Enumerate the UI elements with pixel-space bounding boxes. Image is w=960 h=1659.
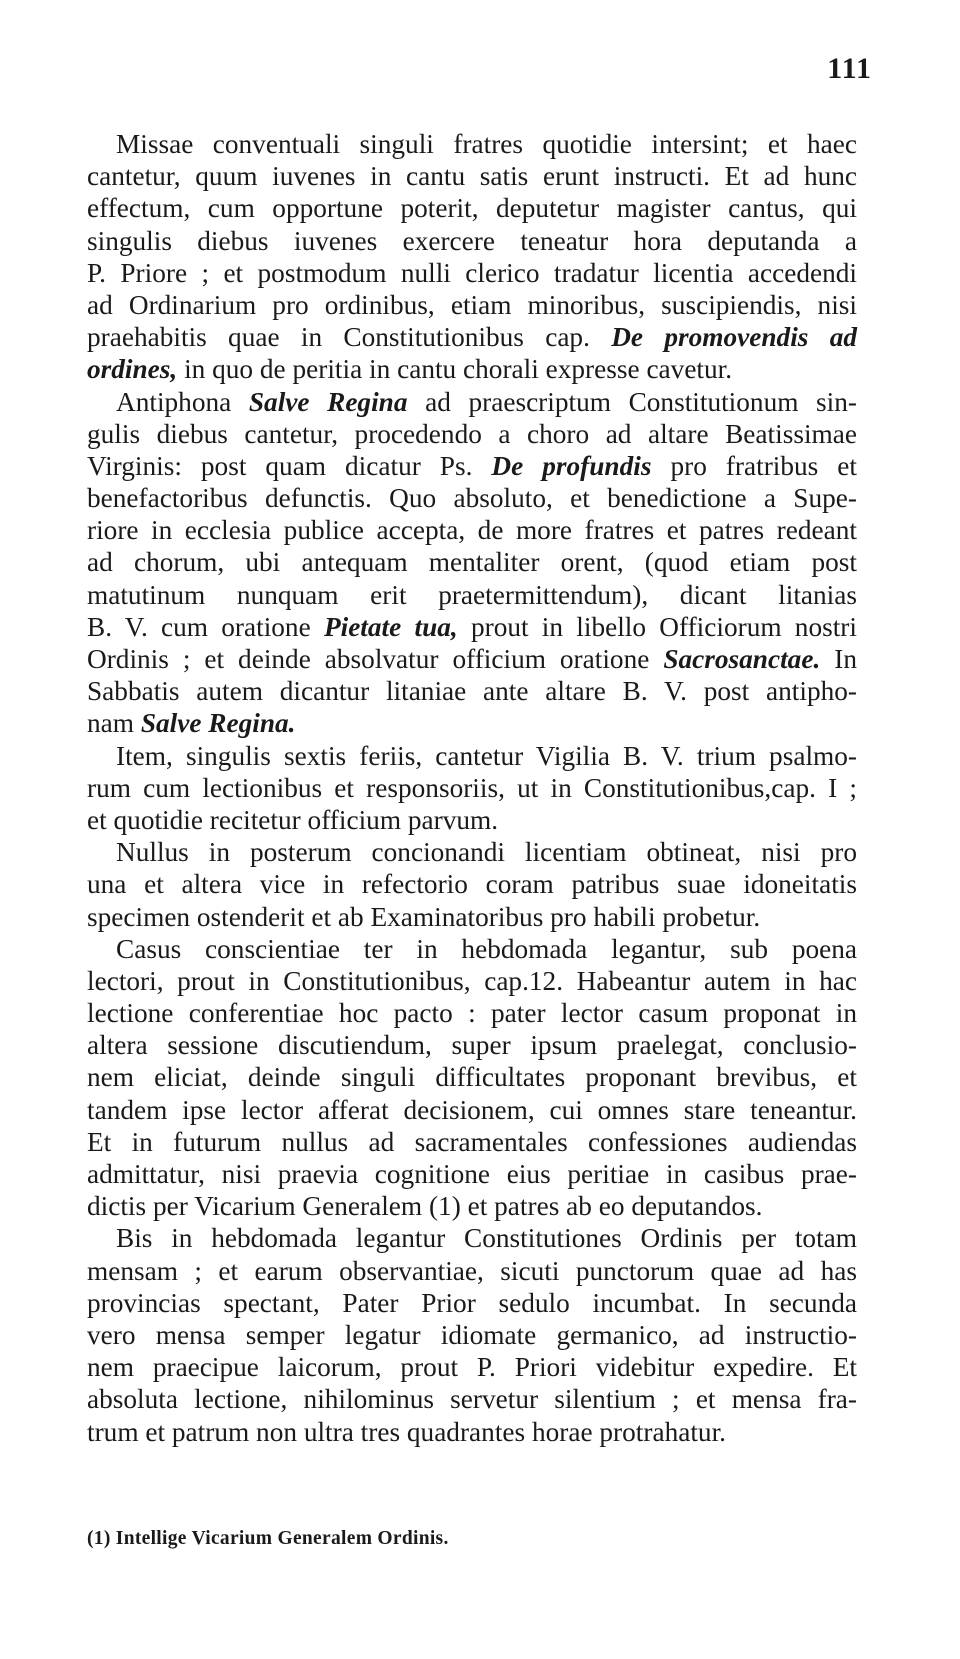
- text-segment: rum cum lectionibus et responsoriis, ut in Constitutionibus,cap. I ;: [87, 772, 857, 803]
- text-line: [87, 1416, 857, 1448]
- italic-phrase: ordines,: [87, 354, 178, 385]
- text-line: [87, 1287, 857, 1319]
- text-line: [87, 192, 857, 224]
- text-line: [87, 482, 857, 514]
- text-line: [87, 1061, 857, 1093]
- text-line: [87, 321, 857, 353]
- text-segment: admittatur, nisi praevia cognitione eius peritiae in casibus prae-: [87, 1159, 857, 1189]
- text-segment: benefactoribus defunctis. Quo absoluto, et benedictione a Supe-: [87, 483, 857, 514]
- text-segment: P. Priore ; et postmodum nulli clerico tradatur licentia accedendi: [87, 257, 857, 288]
- text-line: [87, 1319, 857, 1351]
- text-segment: Nullus in posterum concionandi licentiam obtineat, nisi pro: [116, 837, 857, 868]
- text-line: [87, 450, 857, 482]
- text-segment: ad chorum, ubi antequam mentaliter orent, (quod etiam post: [87, 547, 857, 578]
- text-segment: Virginis: post quam dicatur Ps.: [87, 450, 492, 481]
- text-segment: Bis in hebdomada legantur Constitutiones Ordinis per totam: [116, 1223, 857, 1254]
- text-line: [87, 804, 857, 836]
- text-segment: Missae conventuali singuli fratres quotidie intersint; et haec: [116, 129, 857, 159]
- text-line: [87, 353, 857, 385]
- text-line: [87, 707, 857, 739]
- text-line: [87, 128, 857, 160]
- text-line: [87, 965, 857, 997]
- text-line: [87, 257, 857, 289]
- text-line: [87, 611, 857, 643]
- text-line: [87, 418, 857, 450]
- footnote: (1) Intellige Vicarium Generalem Ordinis.: [87, 1528, 449, 1549]
- text-segment: prout in libello Officiorum nostri: [457, 611, 857, 642]
- text-segment: riore in ecclesia publice accepta, de more fratres et patres redeant: [87, 515, 857, 546]
- text-segment: vero mensa semper legatur idiomate germanico, ad instructio-: [87, 1319, 857, 1350]
- text-segment: altera sessione discutiendum, super ipsum praelegat, conclusio-: [87, 1030, 857, 1061]
- text-segment: praehabitis quae in Constitutionibus cap.: [87, 322, 612, 353]
- text-line: [87, 997, 857, 1029]
- text-segment: lectione conferentiae hoc pacto : pater lector casum proponat in: [87, 998, 857, 1029]
- text-segment: pro fratribus et: [651, 450, 857, 481]
- text-line: [87, 1255, 857, 1287]
- text-segment: nem eliciat, deinde singuli difficultates proponant brevibus, et: [87, 1062, 857, 1093]
- text-segment: Antiphona: [116, 386, 249, 417]
- text-segment: In: [820, 644, 857, 674]
- text-segment: in quo de peritia in cantu chorali expresse cavetur.: [177, 354, 733, 385]
- text-line: [87, 1383, 857, 1415]
- text-line: [87, 1029, 857, 1061]
- text-line: [87, 1126, 857, 1158]
- text-line: [87, 1351, 857, 1383]
- italic-phrase: Salve Regina: [248, 386, 408, 417]
- text-line: [87, 772, 857, 804]
- text-line: [87, 901, 857, 933]
- text-segment: singulis diebus iuvenes exercere teneatur hora deputanda a: [87, 225, 857, 256]
- page-number: 111: [827, 52, 872, 85]
- text-line: [87, 836, 857, 868]
- text-line: [87, 1158, 857, 1190]
- text-segment: mensam ; et earum observantiae, sicuti punctorum quae ad has: [87, 1255, 857, 1286]
- text-segment: nam: [87, 708, 141, 739]
- text-line: [87, 740, 857, 772]
- text-segment: Ordinis ; et deinde absolvatur officium oratione: [87, 644, 664, 674]
- text-segment: specimen ostenderit et ab Examinatoribus pro habili probetur.: [87, 901, 761, 932]
- text-line: [87, 225, 857, 257]
- text-line: [87, 546, 857, 578]
- text-line: [87, 933, 857, 965]
- italic-phrase: Pietate tua,: [323, 611, 458, 642]
- text-line: [87, 160, 857, 192]
- text-segment: trum et patrum non ultra tres quadrantes horae protrahatur.: [87, 1416, 726, 1447]
- text-segment: dictis per Vicarium Generalem (1) et patres ab eo deputandos.: [87, 1191, 763, 1222]
- text-segment: provincias spectant, Pater Prior sedulo incumbat. In secunda: [87, 1287, 857, 1318]
- text-segment: cantetur, quum iuvenes in cantu satis erunt instructi. Et ad hunc: [87, 161, 857, 192]
- text-line: [87, 289, 857, 321]
- body-text: [87, 128, 857, 1448]
- italic-phrase: Salve Regina.: [140, 708, 296, 739]
- text-segment: et quotidie recitetur officium parvum.: [87, 804, 499, 835]
- text-segment: una et altera vice in refectorio coram patribus suae idoneitatis: [87, 869, 857, 900]
- text-line: [87, 868, 857, 900]
- text-segment: effectum, cum opportune poterit, deputetur magister cantus, qui: [87, 193, 857, 224]
- text-segment: absoluta lectione, nihilominus servetur silentium ; et mensa fra-: [87, 1384, 857, 1415]
- text-line: [87, 1190, 857, 1222]
- text-segment: Item, singulis sextis feriis, cantetur Vigilia B. V. trium psalmo-: [116, 740, 857, 771]
- text-segment: lectori, prout in Constitutionibus, cap.12. Habeantur autem in hac: [87, 965, 857, 996]
- text-segment: B. V. cum oratione: [87, 611, 324, 642]
- text-line: [87, 579, 857, 611]
- italic-phrase: Sacrosanctae.: [663, 644, 821, 674]
- text-line: [87, 1094, 857, 1126]
- text-segment: Et in futurum nullus ad sacramentales confessiones audiendas: [87, 1126, 857, 1157]
- text-line: [87, 643, 857, 675]
- text-line: [87, 514, 857, 546]
- text-segment: tandem ipse lector afferat decisionem, cui omnes stare teneantur.: [87, 1094, 857, 1125]
- text-line: [87, 675, 857, 707]
- text-segment: Sabbatis autem dicantur litaniae ante altare B. V. post antipho-: [87, 676, 857, 707]
- text-line: [87, 386, 857, 418]
- text-segment: gulis diebus cantetur, procedendo a choro ad altare Beatissimae: [87, 418, 857, 449]
- text-segment: Casus conscientiae ter in hebdomada legantur, sub poena: [116, 933, 857, 964]
- text-segment: matutinum nunquam erit praetermittendum), dicant litanias: [87, 579, 857, 610]
- italic-phrase: De profundis: [491, 450, 652, 481]
- italic-phrase: De promovendis ad: [611, 322, 858, 353]
- text-segment: ad praescriptum Constitutionum sin-: [407, 386, 857, 417]
- text-segment: nem praecipue laicorum, prout P. Priori videbitur expedire. Et: [87, 1352, 857, 1383]
- text-line: [87, 1222, 857, 1254]
- text-segment: ad Ordinarium pro ordinibus, etiam minoribus, suscipiendis, nisi: [87, 289, 857, 320]
